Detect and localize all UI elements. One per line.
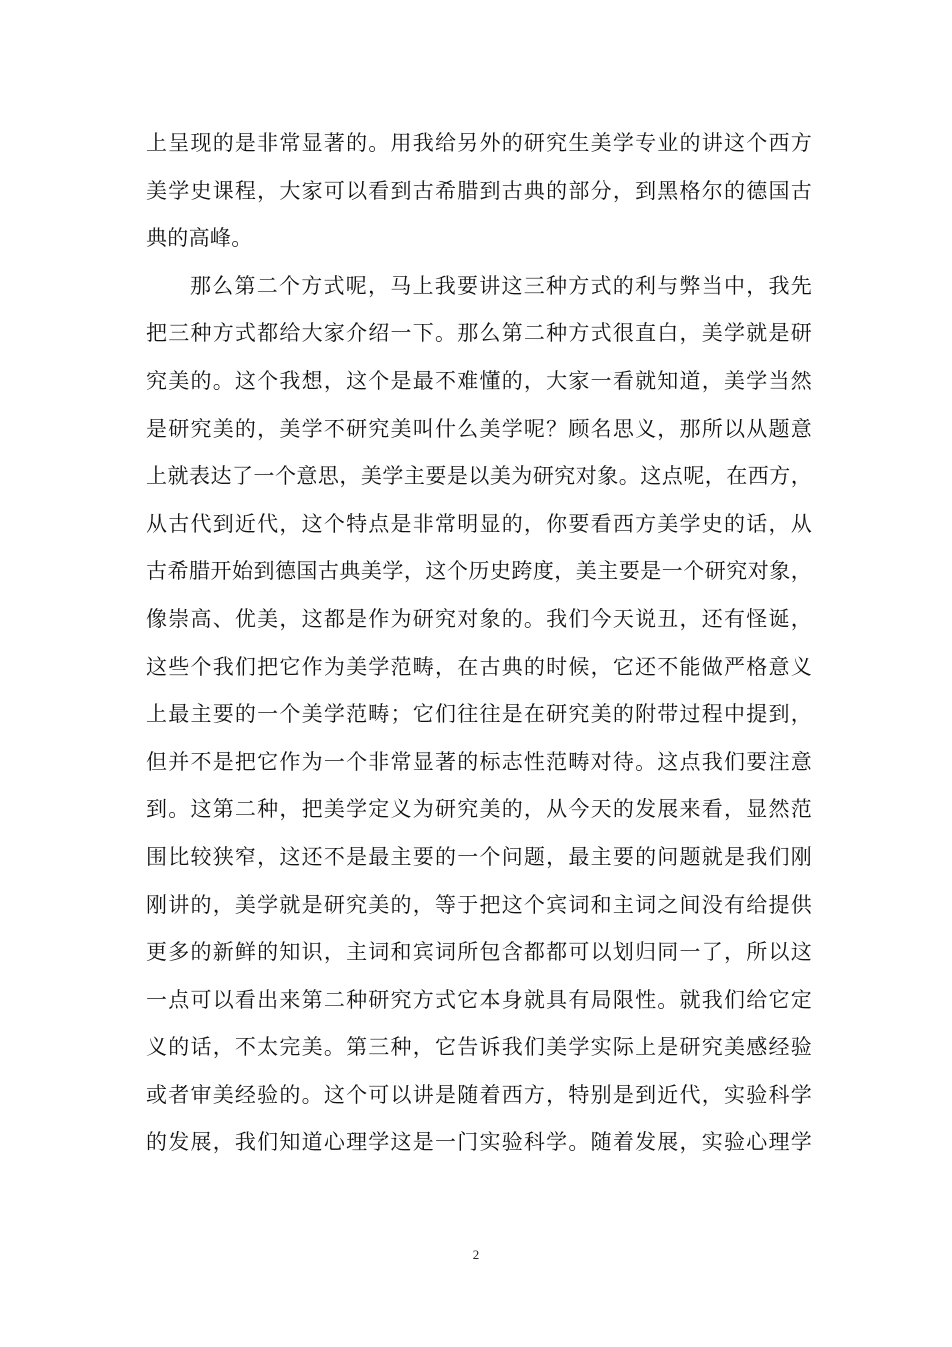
text-line: 更多的新鲜的知识，主词和宾词所包含都都可以划归同一了，所以这	[146, 940, 812, 965]
text-line: 刚讲的，美学就是研究美的，等于把这个宾词和主词之间没有给提供	[146, 892, 812, 917]
text-line: 的发展，我们知道心理学这是一门实验科学。随着发展，实验心理学	[146, 1130, 812, 1155]
text-line: 是研究美的，美学不研究美叫什么美学呢？顾名思义，那所以从题意	[146, 416, 812, 441]
text-line: 把三种方式都给大家介绍一下。那么第二种方式很直白，美学就是研	[146, 321, 812, 346]
text-line: 围比较狭窄，这还不是最主要的一个问题，最主要的问题就是我们刚	[146, 844, 812, 869]
text-line: 一点可以看出来第二种研究方式它本身就具有局限性。就我们给它定	[146, 987, 812, 1012]
text-line: 义的话，不太完美。第三种，它告诉我们美学实际上是研究美感经验	[146, 1035, 812, 1060]
text-line: 上就表达了一个意思，美学主要是以美为研究对象。这点呢，在西方，	[146, 464, 812, 489]
text-line: 典的高峰。	[146, 226, 253, 251]
text-line: 美学史课程，大家可以看到古希腊到古典的部分，到黑格尔的德国古	[146, 178, 812, 203]
paragraph-start-line: 那么第二个方式呢，马上我要讲这三种方式的利与弊当中，我先	[190, 273, 812, 298]
text-line: 这些个我们把它作为美学范畴，在古典的时候，它还不能做严格意义	[146, 654, 812, 679]
text-line: 像崇高、优美，这都是作为研究对象的。我们今天说丑，还有怪诞，	[146, 606, 812, 631]
text-line: 从古代到近代，这个特点是非常明显的，你要看西方美学史的话，从	[146, 511, 812, 536]
text-line: 但并不是把它作为一个非常显著的标志性范畴对待。这点我们要注意	[146, 749, 812, 774]
text-line: 上最主要的一个美学范畴；它们往往是在研究美的附带过程中提到，	[146, 702, 812, 727]
text-line: 到。这第二种，把美学定义为研究美的，从今天的发展来看，显然范	[146, 797, 812, 822]
text-line: 或者审美经验的。这个可以讲是随着西方，特别是到近代，实验科学	[146, 1082, 812, 1107]
page-number: 2	[472, 1247, 480, 1262]
body-text	[146, 120, 812, 1167]
text-line: 究美的。这个我想，这个是最不难懂的，大家一看就知道，美学当然	[146, 368, 812, 393]
text-line: 上呈现的是非常显著的。用我给另外的研究生美学专业的讲这个西方	[146, 131, 812, 155]
text-line: 古希腊开始到德国古典美学，这个历史跨度，美主要是一个研究对象，	[146, 559, 812, 584]
